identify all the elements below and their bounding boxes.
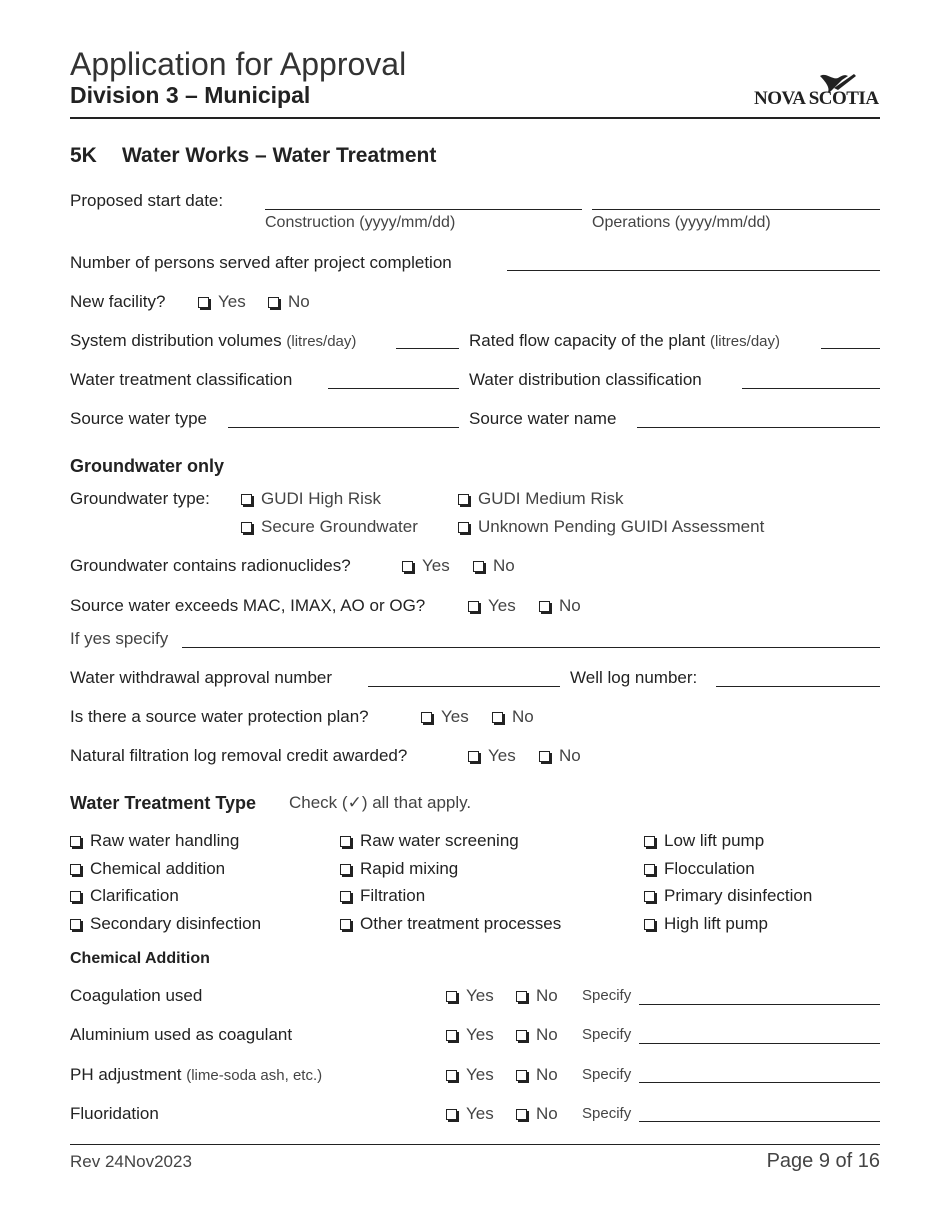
rated-flow-text: Rated flow capacity of the plant xyxy=(469,331,706,350)
new-facility-yes-option[interactable] xyxy=(198,292,246,312)
option-no-label: No xyxy=(536,1065,558,1084)
option-no-label: No xyxy=(559,746,581,765)
option-no-label: No xyxy=(493,556,515,575)
chemical-row-label: Fluoridation xyxy=(70,1104,159,1123)
chemical-specify-label: Specify xyxy=(582,1066,632,1083)
option-label: Raw water screening xyxy=(360,831,519,850)
checkbox-icon[interactable] xyxy=(241,522,252,533)
treatment-option[interactable] xyxy=(644,855,812,883)
checkbox-icon[interactable] xyxy=(446,1030,457,1041)
checkbox-icon[interactable] xyxy=(539,601,550,612)
option-yes-label: Yes xyxy=(488,596,516,615)
document-title: Application for Approval xyxy=(70,46,407,82)
option-yes-label: Yes xyxy=(466,1025,494,1044)
exceeds-no-option[interactable] xyxy=(539,596,581,616)
checkbox-icon[interactable] xyxy=(473,561,484,572)
withdrawal-approval-label: Water withdrawal approval number xyxy=(70,668,333,687)
protection-plan-yes-option[interactable] xyxy=(421,707,469,727)
checkbox-icon[interactable] xyxy=(516,991,527,1002)
option-yes-label: Yes xyxy=(466,986,494,1005)
option-no-label: No xyxy=(288,292,310,311)
checkbox-icon[interactable] xyxy=(446,991,457,1002)
chemical-row-label: Aluminium used as coagulant xyxy=(70,1025,293,1044)
filtration-credit-no-option[interactable] xyxy=(539,746,581,766)
chemical-specify-field[interactable] xyxy=(639,1121,880,1122)
checkbox-icon[interactable] xyxy=(644,864,655,875)
chemical-row-label: Coagulation used xyxy=(70,986,203,1005)
option-no-label: No xyxy=(559,596,581,615)
option-label: GUDI Medium Risk xyxy=(478,489,624,508)
persons-served-label: Number of persons served after project completion xyxy=(70,253,452,272)
option-yes-label: Yes xyxy=(422,556,450,575)
rated-flow-unit: (litres/day) xyxy=(709,333,780,350)
protection-plan-no-option[interactable] xyxy=(492,707,534,727)
chemical-row-yes-option[interactable] xyxy=(446,1065,494,1085)
well-log-field[interactable] xyxy=(716,686,880,687)
section-title: Water Works – Water Treatment xyxy=(122,144,437,167)
distribution-volumes-unit: (litres/day) xyxy=(286,333,357,350)
specify-field[interactable] xyxy=(182,647,880,648)
option-label: Flocculation xyxy=(664,858,755,878)
option-label: Secure Groundwater xyxy=(261,517,418,536)
specify-label: If yes specify xyxy=(70,629,169,648)
exceeds-yes-option[interactable] xyxy=(468,596,516,616)
protection-plan-label: Is there a source water protection plan? xyxy=(70,707,369,726)
checkbox-icon[interactable] xyxy=(644,891,655,902)
treatment-class-label: Water treatment classification xyxy=(70,370,293,389)
chemical-row-no-option[interactable] xyxy=(516,986,558,1006)
treatment-col-3 xyxy=(644,827,812,938)
option-label: Low lift pump xyxy=(664,831,765,850)
option-label: Other treatment processes xyxy=(360,914,562,934)
checkbox-icon[interactable] xyxy=(516,1109,527,1120)
treatment-col-2 xyxy=(340,827,561,938)
checkbox-icon[interactable] xyxy=(446,1109,457,1120)
option-label: Primary disinfection xyxy=(664,886,813,906)
operations-date-field[interactable] xyxy=(592,209,880,210)
treatment-option[interactable] xyxy=(644,882,812,910)
treatment-option[interactable] xyxy=(644,910,812,938)
withdrawal-approval-field[interactable] xyxy=(368,686,560,687)
checkbox-icon[interactable] xyxy=(468,751,479,762)
treatment-option[interactable] xyxy=(340,910,561,938)
treatment-option[interactable] xyxy=(70,827,261,855)
chemical-specify-label: Specify xyxy=(582,1026,632,1043)
checkbox-icon[interactable] xyxy=(446,1070,457,1081)
source-type-field[interactable] xyxy=(228,427,459,428)
radionuclides-no-option[interactable] xyxy=(473,556,515,576)
checkbox-icon[interactable] xyxy=(70,864,81,875)
chemical-row-text: PH adjustment xyxy=(70,1065,182,1084)
chemical-row-no-option[interactable] xyxy=(516,1104,558,1124)
checkbox-icon[interactable] xyxy=(198,297,209,308)
checkbox-icon[interactable] xyxy=(268,297,279,308)
checkbox-icon[interactable] xyxy=(458,494,469,505)
distribution-volumes-field[interactable] xyxy=(396,348,459,349)
chemical-row-note: (lime-soda ash, etc.) xyxy=(186,1067,323,1084)
checkbox-icon[interactable] xyxy=(644,836,655,847)
source-type-label: Source water type xyxy=(70,409,208,428)
checkbox-icon[interactable] xyxy=(492,712,503,723)
option-label: Raw water handling xyxy=(90,831,240,850)
secure-groundwater-option[interactable] xyxy=(241,517,418,537)
chemical-addition-heading: Chemical Addition xyxy=(70,950,210,967)
radionuclides-yes-option[interactable] xyxy=(402,556,450,576)
chemical-row-yes-option[interactable] xyxy=(446,1025,494,1045)
treatment-option[interactable] xyxy=(70,910,261,938)
chemical-specify-field[interactable] xyxy=(639,1082,880,1083)
option-label: Rapid mixing xyxy=(360,858,459,878)
groundwater-heading: Groundwater only xyxy=(70,456,225,476)
option-label: Secondary disinfection xyxy=(90,914,262,934)
unknown-pending-option[interactable] xyxy=(458,517,764,537)
chemical-row-no-option[interactable] xyxy=(516,1025,558,1045)
groundwater-type-label: Groundwater type: xyxy=(70,489,210,508)
construction-date-caption: Construction (yyyy/mm/dd) xyxy=(265,214,456,231)
rated-flow-field[interactable] xyxy=(821,348,880,349)
checkbox-icon[interactable] xyxy=(539,751,550,762)
nova-scotia-logo xyxy=(754,70,880,110)
option-label: Clarification xyxy=(90,886,179,906)
option-no-label: No xyxy=(536,1025,558,1044)
option-yes-label: Yes xyxy=(441,707,469,726)
checkbox-icon[interactable] xyxy=(644,919,655,930)
option-label: Chemical addition xyxy=(90,858,226,878)
chemical-row-label xyxy=(70,1065,322,1085)
checkbox-icon[interactable] xyxy=(516,1030,527,1041)
chemical-row-yes-option[interactable] xyxy=(446,1104,494,1124)
option-no-label: No xyxy=(536,986,558,1005)
revision-label: Rev 24Nov2023 xyxy=(70,1152,192,1171)
option-no-label: No xyxy=(536,1104,558,1123)
start-date-label: Proposed start date: xyxy=(70,191,224,210)
option-yes-label: Yes xyxy=(466,1065,494,1084)
option-label: Unknown Pending GUIDI Assessment xyxy=(478,517,765,536)
radionuclides-label: Groundwater contains radionuclides? xyxy=(70,556,351,575)
option-label: High lift pump xyxy=(664,914,768,934)
distribution-class-label: Water distribution classification xyxy=(469,370,702,389)
source-name-field[interactable] xyxy=(637,427,880,428)
option-label: GUDI High Risk xyxy=(261,489,381,508)
gudi-high-risk-option[interactable] xyxy=(241,489,381,509)
checkbox-icon[interactable] xyxy=(70,836,81,847)
construction-date-field[interactable] xyxy=(265,209,582,210)
checkbox-icon[interactable] xyxy=(340,891,351,902)
exceeds-label: Source water exceeds MAC, IMAX, AO or OG? xyxy=(70,596,426,615)
filtration-credit-yes-option[interactable] xyxy=(468,746,516,766)
document-subtitle: Division 3 – Municipal xyxy=(70,82,311,108)
distribution-class-field[interactable] xyxy=(742,388,880,389)
chemical-specify-field[interactable] xyxy=(639,1004,880,1005)
option-yes-label: Yes xyxy=(466,1104,494,1123)
treatment-type-heading: Water Treatment Type xyxy=(70,793,257,813)
checkbox-icon[interactable] xyxy=(340,919,351,930)
footer-rule xyxy=(70,1144,880,1145)
treatment-col-1 xyxy=(70,827,261,938)
treatment-class-field[interactable] xyxy=(328,388,459,389)
checkbox-icon[interactable] xyxy=(402,561,413,572)
checkbox-icon[interactable] xyxy=(516,1070,527,1081)
logo-text: NOVA SCOTIA xyxy=(754,88,879,109)
persons-served-field[interactable] xyxy=(507,270,880,271)
page-number: Page 9 of 16 xyxy=(766,1150,880,1172)
chemical-specify-label: Specify xyxy=(582,987,632,1004)
distribution-volumes-text: System distribution volumes xyxy=(70,331,282,350)
operations-date-caption: Operations (yyyy/mm/dd) xyxy=(592,214,771,231)
checkbox-icon[interactable] xyxy=(70,891,81,902)
option-no-label: No xyxy=(512,707,534,726)
option-yes-label: Yes xyxy=(488,746,516,765)
checkbox-icon[interactable] xyxy=(468,601,479,612)
header-rule xyxy=(70,117,880,119)
option-yes-label: Yes xyxy=(218,292,246,311)
gudi-medium-risk-option[interactable] xyxy=(458,489,623,509)
treatment-option[interactable] xyxy=(644,827,812,855)
new-facility-label: New facility? xyxy=(70,292,166,311)
treatment-option[interactable] xyxy=(340,855,561,883)
filtration-credit-label: Natural filtration log removal credit awarded? xyxy=(70,746,408,765)
chemical-specify-label: Specify xyxy=(582,1105,632,1122)
new-facility-no-option[interactable] xyxy=(268,292,310,312)
source-name-label: Source water name xyxy=(469,409,617,428)
chemical-specify-field[interactable] xyxy=(639,1043,880,1044)
distribution-volumes-label xyxy=(70,331,356,351)
checkbox-icon[interactable] xyxy=(340,836,351,847)
treatment-type-instruction: Check (✓) all that apply. xyxy=(289,793,472,812)
treatment-option[interactable] xyxy=(340,827,561,855)
checkbox-icon[interactable] xyxy=(458,522,469,533)
checkbox-icon[interactable] xyxy=(70,919,81,930)
chemical-row-yes-option[interactable] xyxy=(446,986,494,1006)
checkbox-icon[interactable] xyxy=(241,494,252,505)
treatment-option[interactable] xyxy=(340,882,561,910)
chemical-row-no-option[interactable] xyxy=(516,1065,558,1085)
well-log-label: Well log number: xyxy=(570,668,698,687)
section-number: 5K xyxy=(70,144,97,167)
option-label: Filtration xyxy=(360,886,426,906)
checkbox-icon[interactable] xyxy=(421,712,432,723)
treatment-option[interactable] xyxy=(70,855,261,883)
treatment-option[interactable] xyxy=(70,882,261,910)
checkbox-icon[interactable] xyxy=(340,864,351,875)
rated-flow-label xyxy=(469,331,780,351)
